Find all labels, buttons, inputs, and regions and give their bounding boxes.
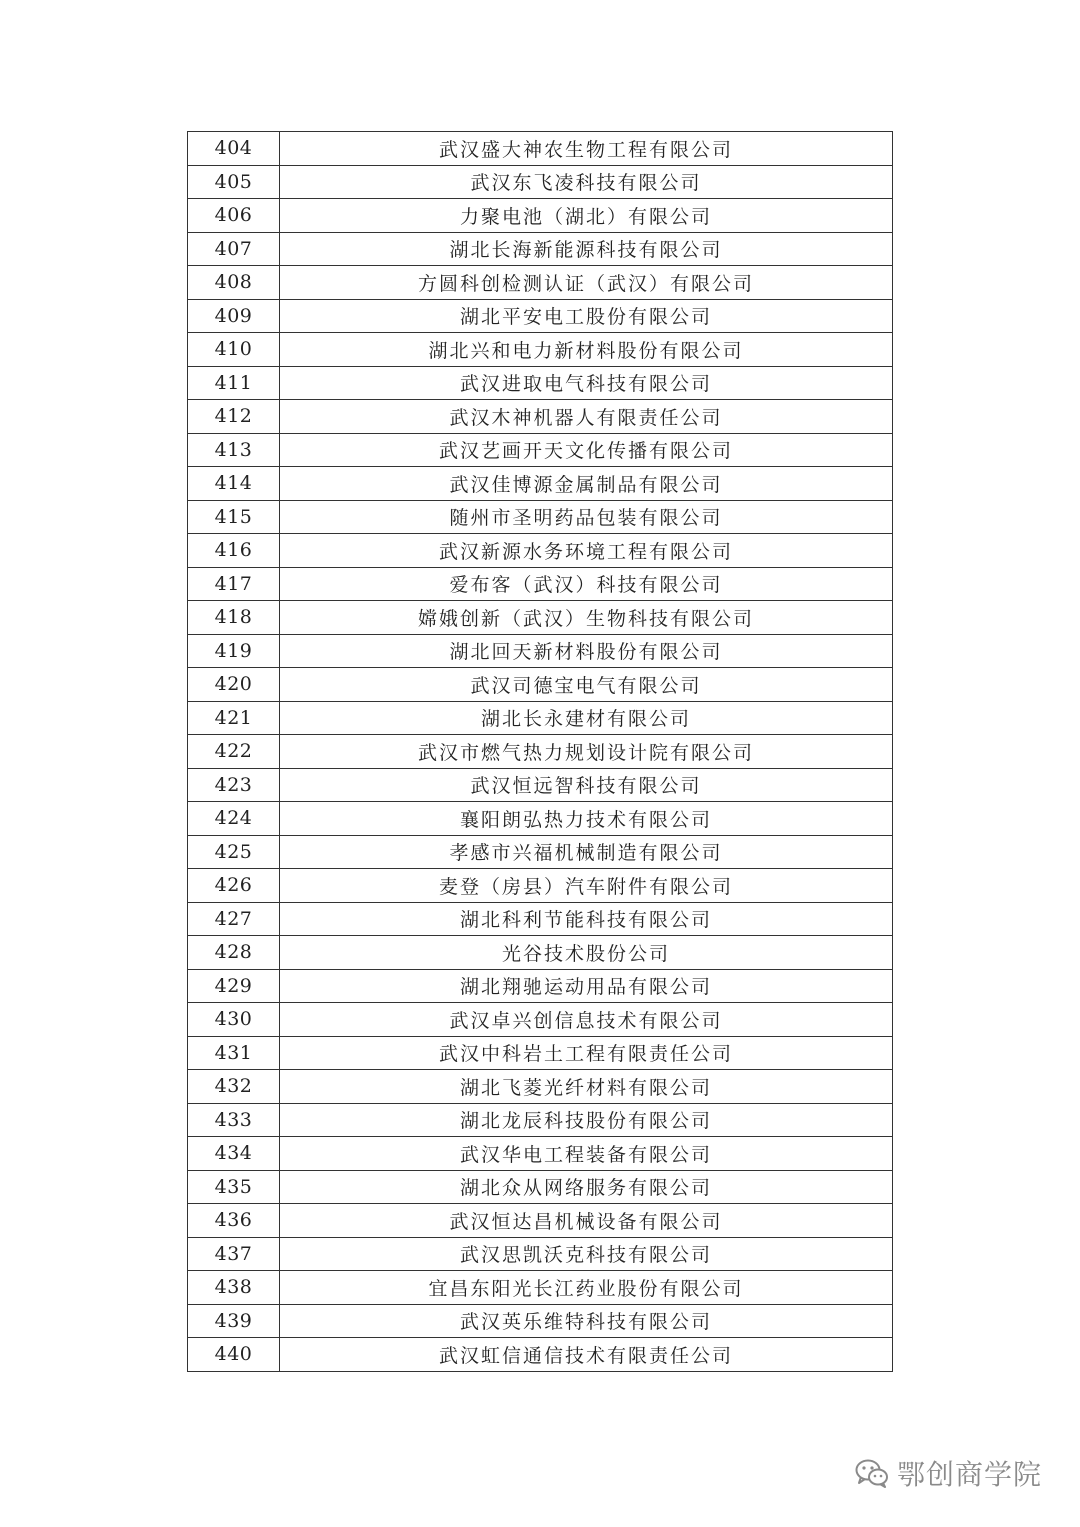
row-number: 418 xyxy=(188,601,280,635)
row-number: 427 xyxy=(188,902,280,936)
company-name: 宜昌东阳光长江药业股份有限公司 xyxy=(280,1271,893,1305)
row-number: 439 xyxy=(188,1304,280,1338)
company-name: 方圆科创检测认证（武汉）有限公司 xyxy=(280,266,893,300)
company-name: 湖北平安电工股份有限公司 xyxy=(280,299,893,333)
table-row xyxy=(188,1036,893,1070)
row-number: 438 xyxy=(188,1271,280,1305)
company-name: 湖北兴和电力新材料股份有限公司 xyxy=(280,333,893,367)
table-row xyxy=(188,835,893,869)
table-row xyxy=(188,1070,893,1104)
table-row xyxy=(188,768,893,802)
company-name: 武汉东飞凌科技有限公司 xyxy=(280,165,893,199)
watermark-text: 鄂创商学院 xyxy=(896,1458,1042,1491)
table-row xyxy=(188,969,893,1003)
table-row xyxy=(188,400,893,434)
table-row xyxy=(188,902,893,936)
table-row xyxy=(188,467,893,501)
table-row xyxy=(188,1237,893,1271)
row-number: 409 xyxy=(188,299,280,333)
company-name: 光谷技术股份公司 xyxy=(280,936,893,970)
row-number: 422 xyxy=(188,735,280,769)
row-number: 419 xyxy=(188,634,280,668)
row-number: 405 xyxy=(188,165,280,199)
row-number: 410 xyxy=(188,333,280,367)
table-row xyxy=(188,1204,893,1238)
company-name: 武汉卓兴创信息技术有限公司 xyxy=(280,1003,893,1037)
table-row xyxy=(188,735,893,769)
table-row xyxy=(188,366,893,400)
row-number: 432 xyxy=(188,1070,280,1104)
wechat-icon xyxy=(855,1458,889,1488)
company-name: 武汉进取电气科技有限公司 xyxy=(280,366,893,400)
company-name: 武汉恒达昌机械设备有限公司 xyxy=(280,1204,893,1238)
table-row xyxy=(188,869,893,903)
row-number: 420 xyxy=(188,668,280,702)
company-name: 武汉司德宝电气有限公司 xyxy=(280,668,893,702)
row-number: 435 xyxy=(188,1170,280,1204)
table-row xyxy=(188,1103,893,1137)
row-number: 411 xyxy=(188,366,280,400)
company-name: 武汉虹信通信技术有限责任公司 xyxy=(280,1338,893,1372)
company-name: 孝感市兴福机械制造有限公司 xyxy=(280,835,893,869)
table-row xyxy=(188,433,893,467)
row-number: 423 xyxy=(188,768,280,802)
row-number: 440 xyxy=(188,1338,280,1372)
company-name: 武汉木神机器人有限责任公司 xyxy=(280,400,893,434)
row-number: 431 xyxy=(188,1036,280,1070)
table-row xyxy=(188,333,893,367)
company-name: 湖北长海新能源科技有限公司 xyxy=(280,232,893,266)
row-number: 424 xyxy=(188,802,280,836)
watermark xyxy=(855,1453,1042,1493)
row-number: 416 xyxy=(188,534,280,568)
row-number: 433 xyxy=(188,1103,280,1137)
company-name: 麦登（房县）汽车附件有限公司 xyxy=(280,869,893,903)
row-number: 428 xyxy=(188,936,280,970)
company-name: 武汉华电工程装备有限公司 xyxy=(280,1137,893,1171)
row-number: 404 xyxy=(188,132,280,166)
table-row xyxy=(188,668,893,702)
table-row xyxy=(188,1338,893,1372)
table-row xyxy=(188,299,893,333)
row-number: 407 xyxy=(188,232,280,266)
company-name: 湖北飞菱光纤材料有限公司 xyxy=(280,1070,893,1104)
table-row xyxy=(188,534,893,568)
company-name: 武汉中科岩土工程有限责任公司 xyxy=(280,1036,893,1070)
company-name: 力聚电池（湖北）有限公司 xyxy=(280,199,893,233)
table-row xyxy=(188,1003,893,1037)
company-name: 武汉盛大神农生物工程有限公司 xyxy=(280,132,893,166)
company-name: 武汉佳博源金属制品有限公司 xyxy=(280,467,893,501)
company-name: 武汉英乐维特科技有限公司 xyxy=(280,1304,893,1338)
row-number: 425 xyxy=(188,835,280,869)
row-number: 429 xyxy=(188,969,280,1003)
company-name: 嫦娥创新（武汉）生物科技有限公司 xyxy=(280,601,893,635)
company-name: 武汉恒远智科技有限公司 xyxy=(280,768,893,802)
company-name: 武汉思凯沃克科技有限公司 xyxy=(280,1237,893,1271)
row-number: 430 xyxy=(188,1003,280,1037)
table-row xyxy=(188,567,893,601)
table-row xyxy=(188,701,893,735)
table-row xyxy=(188,802,893,836)
row-number: 436 xyxy=(188,1204,280,1238)
row-number: 421 xyxy=(188,701,280,735)
table-row xyxy=(188,1170,893,1204)
company-name: 湖北科利节能科技有限公司 xyxy=(280,902,893,936)
company-name: 武汉新源水务环境工程有限公司 xyxy=(280,534,893,568)
company-name: 武汉艺画开天文化传播有限公司 xyxy=(280,433,893,467)
row-number: 415 xyxy=(188,500,280,534)
table-row xyxy=(188,936,893,970)
row-number: 437 xyxy=(188,1237,280,1271)
table-row xyxy=(188,634,893,668)
table-row xyxy=(188,266,893,300)
company-list-table xyxy=(187,131,893,1372)
company-name: 湖北翔驰运动用品有限公司 xyxy=(280,969,893,1003)
company-name: 随州市圣明药品包装有限公司 xyxy=(280,500,893,534)
table-row xyxy=(188,165,893,199)
row-number: 434 xyxy=(188,1137,280,1171)
table-row xyxy=(188,1271,893,1305)
table-row xyxy=(188,1304,893,1338)
row-number: 408 xyxy=(188,266,280,300)
company-name: 湖北龙辰科技股份有限公司 xyxy=(280,1103,893,1137)
table-row xyxy=(188,232,893,266)
row-number: 412 xyxy=(188,400,280,434)
table-row xyxy=(188,199,893,233)
company-list-body xyxy=(188,132,893,1372)
row-number: 417 xyxy=(188,567,280,601)
row-number: 414 xyxy=(188,467,280,501)
company-name: 湖北长永建材有限公司 xyxy=(280,701,893,735)
company-name: 湖北众从网络服务有限公司 xyxy=(280,1170,893,1204)
table-row xyxy=(188,500,893,534)
table-row xyxy=(188,1137,893,1171)
row-number: 413 xyxy=(188,433,280,467)
table-row xyxy=(188,132,893,166)
company-name: 爱布客（武汉）科技有限公司 xyxy=(280,567,893,601)
row-number: 406 xyxy=(188,199,280,233)
company-name: 襄阳朗弘热力技术有限公司 xyxy=(280,802,893,836)
table-row xyxy=(188,601,893,635)
row-number: 426 xyxy=(188,869,280,903)
company-name: 武汉市燃气热力规划设计院有限公司 xyxy=(280,735,893,769)
company-name: 湖北回天新材料股份有限公司 xyxy=(280,634,893,668)
